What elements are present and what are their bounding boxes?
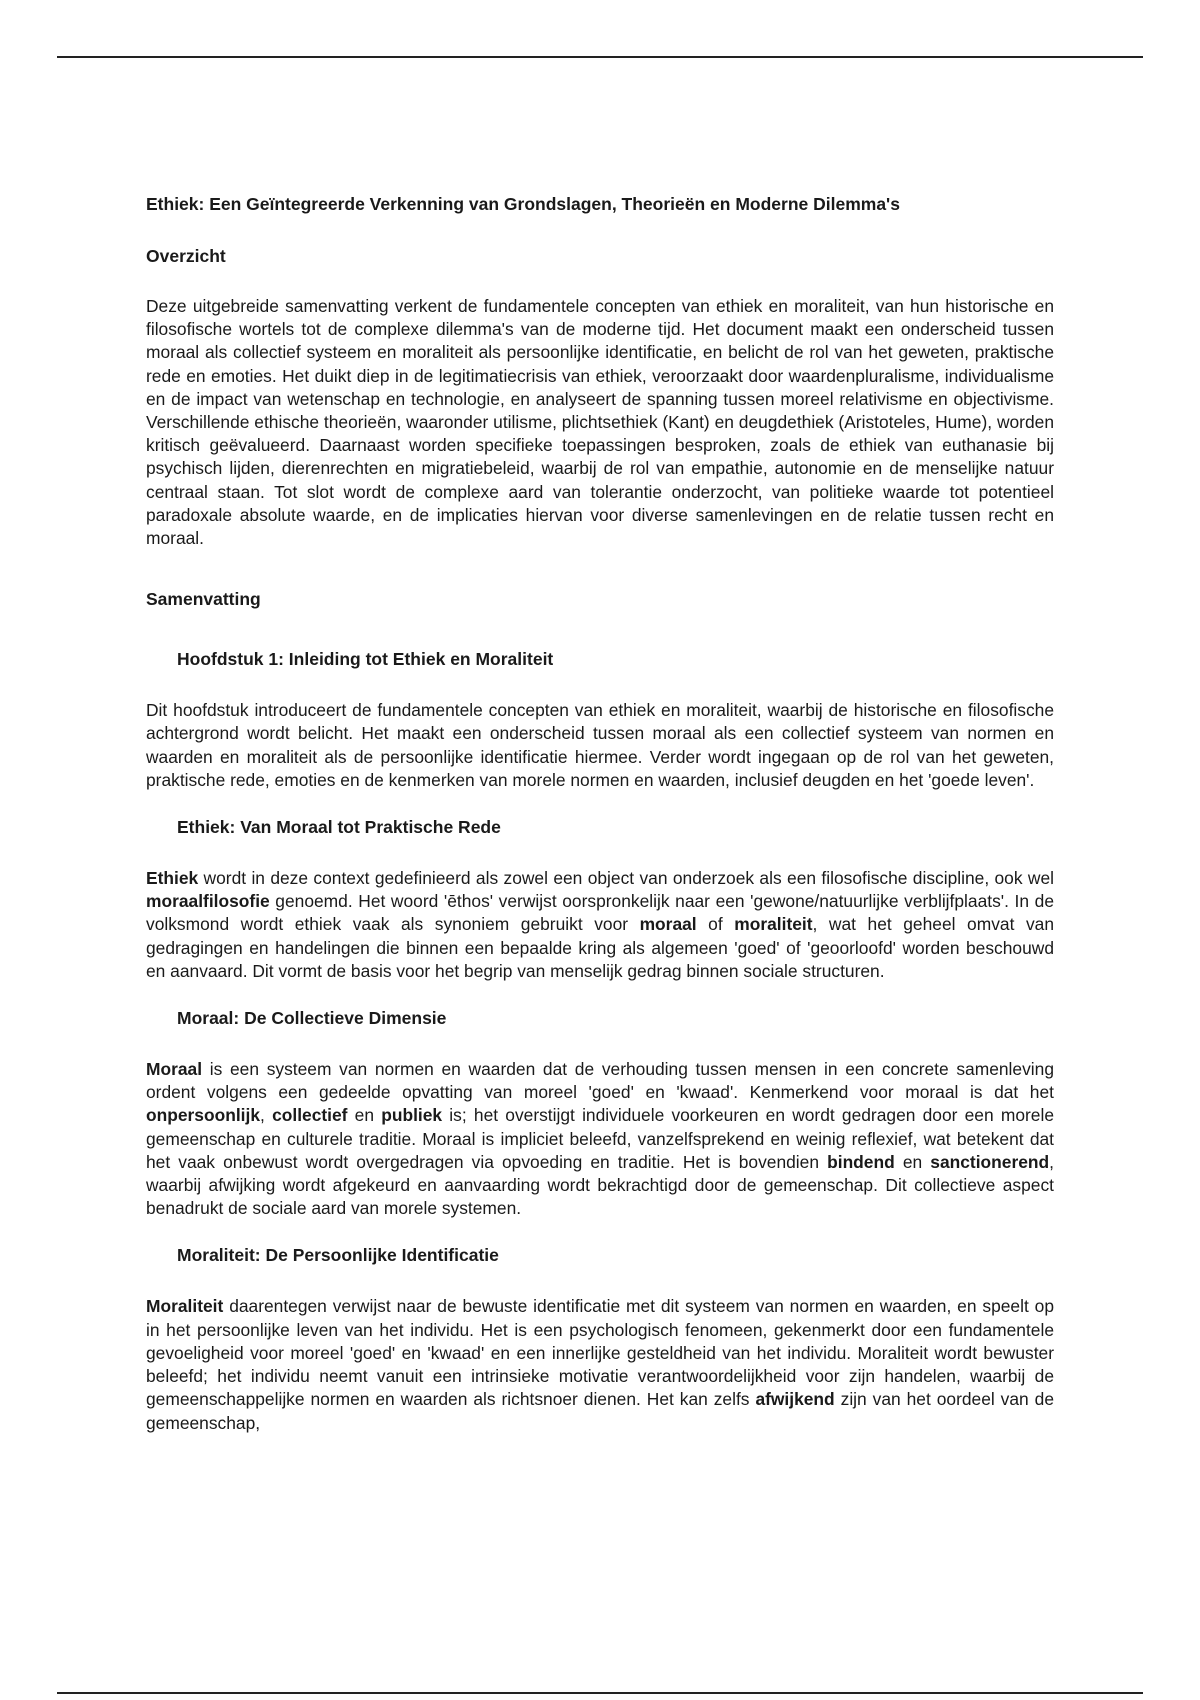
term-ethiek: Ethiek (146, 868, 199, 889)
overview-paragraph: Deze uitgebreide samenvatting verkent de fundamentele concepten van ethiek en moraliteit, van hun historische en filosofische wortels tot de complexe dilemma's van de moderne tijd. Het document maakt een onderscheid tussen moraal als collectief systeem en moraliteit als persoonlijke identificatie, en belicht de rol van het geweten, praktische rede en emoties. Het duikt diep in de legitimatiecrisis van ethiek, veroorzaakt door waardenpluralisme, individualisme en de impact van wetenschap en technologie, en analyseert de spanning tussen moreel relativisme en objectivisme. Verschillende ethische theorieën, waaronder utilisme, plichtsethiek (Kant) en deugdethiek (Aristoteles, Hume), worden kritisch geëvalueerd. Daarnaast worden specifieke toepassingen besproken, zoals de ethiek van euthanasie bij psychisch lijden, dierenrechten en migratiebeleid, waarbij de rol van empathie, autonomie en de menselijke natuur centraal staan. Tot slot wordt de complexe aard van tolerantie onderzocht, van politieke waarde tot potentieel paradoxale absolute waarde, en de implicaties hiervan voor diverse samenlevingen en de relatie tussen recht en moraal. (146, 296, 1054, 549)
term-moraliteit: moraliteit (734, 914, 813, 935)
header-rule (57, 56, 1143, 58)
moraliteit-paragraph: Moraliteit daarentegen verwijst naar de bewuste identificatie met dit systeem van normen en waarden, en speelt op in het persoonlijke leven van het individu. Het is een psychologisch fenomeen, gekenmerkt door een fundamentele gevoeligheid voor moreel 'goed' en 'kwaad' en een innerlijke gesteldheid van het individu. Moraliteit wordt bewuster beleefd; het individu neemt vanuit een intrinsieke motivatie verantwoordelijkheid voor zijn handelen, waarbij de gemeenschappelijke normen en waarden als richtsnoer dienen. Het kan zelfs afwijkend zijn van het oordeel van de gemeenschap, (146, 1296, 1055, 1433)
term-bindend: bindend (827, 1151, 895, 1172)
overview-heading: Overzicht (146, 246, 226, 266)
term-onpersoonlijk: onpersoonlijk (146, 1105, 261, 1126)
ethics-paragraph: Ethiek wordt in deze context gedefinieerd als zowel een object van onderzoek als een filosofische discipline, ook wel moraalfilosofie genoemd. Het woord 'ēthos' verwijst oorspronkelijk naar een 'gewone/natuurlijke verblijfplaats'. In de volksmond wordt ethiek vaak als synoniem gebruikt voor moraal of moraliteit, wat het geheel omvat van gedragingen en handelingen die binnen een bepaalde kring als algemeen 'goed' of 'geoorloofd' worden beschouwd en aanvaard. Dit vormt de basis voor het begrip van menselijk gedrag binnen sociale structuren. (146, 868, 1054, 981)
moraal-paragraph: Moraal is een systeem van normen en waarden dat de verhouding tussen mensen in een concrete samenleving ordent volgens een gedeelde opvatting van moreel 'goed' en 'kwaad'. Kenmerkend voor moraal is dat het onpersoonlijk, collectief en publiek is; het overstijgt individuele voorkeuren en wordt gedragen door een morele gemeenschap en culturele traditie. Moraal is impliciet beleefd, vanzelfsprekend en weinig reflexief, wat betekent dat het vaak onbewust wordt overgedragen via opvoeding en traditie. Het is bovendien bindend en sanctionerend, waarbij afwijking wordt afgekeurd en aanvaarding wordt bekrachtigd door de gemeenschap. Dit collectieve aspect benadrukt de sociale aard van morele systemen. (146, 1059, 1054, 1219)
term-collectief: collectief (272, 1105, 348, 1126)
term-moraal-def: Moraal (146, 1059, 203, 1080)
chapter1-heading: Hoofdstuk 1: Inleiding tot Ethiek en Moraliteit (177, 649, 554, 670)
term-moraalfilosofie: moraalfilosofie (146, 891, 270, 912)
moraliteit-heading: Moraliteit: De Persoonlijke Identificatie (177, 1245, 499, 1266)
term-moraal: moraal (639, 914, 697, 935)
term-publiek: publiek (381, 1105, 443, 1126)
moraal-heading: Moraal: De Collectieve Dimensie (177, 1008, 447, 1029)
term-afwijkend: afwijkend (755, 1389, 835, 1410)
document-body (146, 193, 1054, 1435)
footer-rule (57, 1692, 1143, 1694)
term-moraliteit-def: Moraliteit (146, 1296, 224, 1317)
ethics-heading: Ethiek: Van Moraal tot Praktische Rede (177, 817, 501, 838)
chapter1-paragraph: Dit hoofdstuk introduceert de fundamentele concepten van ethiek en moraliteit, waarbij de historische en filosofische achtergrond wordt belicht. Het maakt een onderscheid tussen moraal als een collectief systeem van normen en waarden en moraliteit als de persoonlijke identificatie hiermee. Verder wordt ingegaan op de rol van het geweten, praktische rede, emoties en de kenmerken van morele normen en waarden, inclusief deugden en het 'goede leven'. (146, 700, 1054, 790)
summary-heading: Samenvatting (146, 589, 261, 610)
term-sanctionerend: sanctionerend (930, 1151, 1050, 1172)
document-title: Ethiek: Een Geïntegreerde Verkenning van Grondslagen, Theorieën en Moderne Dilemma's (146, 194, 900, 214)
